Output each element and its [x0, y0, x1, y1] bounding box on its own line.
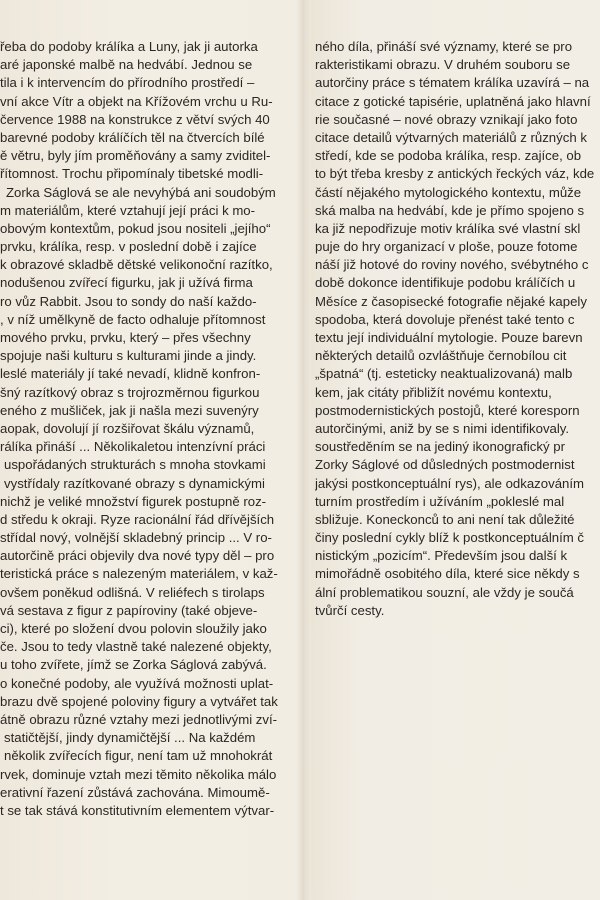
text-line: jakýsi postkonceptuální rys), ale odkazováním — [315, 475, 585, 491]
text-line: , v níž umělkyně de facto odhaluje přítomnost — [0, 311, 266, 327]
text-line: tvůrčí cesty. — [315, 602, 385, 618]
text-line: Měsíce z časopisecké fotografie nějaké kapely — [315, 293, 587, 309]
text-line: vystřídaly razítkované obrazy s dynamickými — [4, 475, 265, 491]
text-line: řeba do podoby králíka a Luny, jak ji autorka — [0, 39, 258, 54]
text-line: rakteristikami obrazu. V druhém souboru se — [315, 57, 571, 73]
text-line: rvek, dominuje vztah mezi těmito několika málo — [0, 766, 277, 782]
text-line: „špatná“ (tj. esteticky neaktualizovaná) malb — [315, 366, 573, 382]
text-line: sbližuje. Koneckonců to ani není tak důležité — [315, 511, 575, 527]
text-line: tila i k intervencím do přírodního prostředí – — [0, 75, 255, 91]
text-line: ka již nepodřizuje motiv králíka své vlastní skl — [315, 220, 581, 236]
text-line: u toho zvířete, jímž se Zorka Ságlová zabývá. — [0, 657, 267, 673]
text-line: ro vůz Rabbit. Jsou to sondy do naší každo- — [0, 293, 257, 309]
text-line: spodoba, která dovoluje přenést také tento c — [315, 311, 575, 327]
text-line: soustředěním se na jediný ikonografický pr — [315, 439, 565, 455]
text-line: šný razítkový obraz s trojrozměrnou figurkou — [0, 384, 260, 400]
text-line: rie současné – nové obrazy vznikají jako foto — [315, 111, 578, 127]
text-line: d středu k okraji. Ryze racionální řád dřívějších — [0, 511, 275, 527]
text-line: spojuje naši kulturu s kulturami jinde a jindy. — [0, 348, 257, 364]
text-line: statičtější, jindy dynamičtější ... Na každém — [4, 730, 256, 746]
text-line: vá sestava z figur z papíroviny (také objeve- — [0, 602, 258, 618]
text-line: Zorka Ságlová se ale nevyhýbá ani soudobým — [6, 184, 276, 200]
text-line: nistickým „pozicím“. Především jsou další k — [315, 548, 568, 564]
text-line: částí nějakého mytologického kontextu, může — [315, 184, 582, 200]
text-line: barevné podoby králíčích těl na čtvercích bílé — [0, 129, 265, 145]
text-line: to být třeba kresby z antických řeckých váz, kde — [315, 166, 595, 182]
text-line: autorčině práci objevily dva nové typy děl – pro — [0, 548, 275, 564]
text-line: erativní řazení zůstává zachována. Mimoumě- — [0, 784, 270, 800]
text-line: textu její individuální mytologie. Pouze barevn — [315, 330, 583, 345]
text-column-right — [315, 38, 600, 620]
text-line: činy poslední cykly blíž k postkonceptuálním č — [315, 530, 585, 546]
text-line: některých detailů ozvláštňuje černobílou cit — [315, 348, 567, 364]
text-line: turním prostředím i užíváním „pokleslé mal — [315, 493, 565, 509]
text-line: eného z mušliček, jak ji našla mezi suvenýry — [0, 402, 259, 418]
text-line: citace z gotické tapisérie, uplatněná jako hlavní — [315, 93, 591, 109]
text-line: o konečné podoby, ale využívá možnosti uplat- — [0, 675, 274, 691]
text-line: mového prvku, prvku, který – přes všechny — [0, 330, 251, 345]
text-line: vní akce Vítr a objekt na Křížovém vrchu u Ru- — [0, 93, 273, 109]
text-line: náší již hotové do roviny nového, svébytného c — [315, 257, 589, 273]
text-line: obovým kontextům, pokud jsou nositeli „jejího“ — [0, 220, 271, 236]
text-line: kem, jak citáty přibližít novému kontextu, — [315, 384, 552, 400]
text-line: Zorky Ságlové od důsledných postmodernist — [315, 457, 575, 473]
text-line: ská malba na hedvábí, kde je přímo spojeno s — [315, 202, 585, 218]
text-column-left — [0, 38, 296, 820]
text-line: ě větru, byly jím proměňovány a samy zviditel- — [0, 148, 271, 164]
text-line: prvku, králíka, resp. v poslední době i zajíce — [0, 239, 257, 255]
text-line: ovšem poněkud odlišná. V reliéfech s tirolaps — [0, 584, 265, 600]
text-line: středí, kde se podoba králíka, resp. zajíce, ob — [315, 148, 582, 164]
text-line: postmodernistických postojů, které koresporn — [315, 402, 580, 418]
text-line: citace detailů výtvarných materiálů z různých k — [315, 129, 587, 145]
text-line: če. Jsou to tedy vlastně také nalezené objekty, — [0, 639, 272, 655]
text-line: m materiálům, které vztahují její práci k mo- — [0, 202, 256, 218]
text-line: autorčinými, aniž by se s nimi identifikovaly. — [315, 420, 570, 436]
text-line: mimořádně osobitého díla, které sice někdy s — [315, 566, 580, 582]
text-line: době dokonce identifikuje podobu králíčích u — [315, 275, 576, 291]
text-line: aré japonské malbě na hedvábí. Jednou se — [0, 57, 253, 73]
text-line: leslé materiály jí také nevadí, klidně konfron- — [0, 366, 261, 382]
text-line: řítomnost. Trochu připomínaly tibetské modli- — [0, 166, 264, 182]
text-line: autorčiny práce s tématem králíka uzavírá – na — [315, 75, 590, 91]
text-line: t se tak stává konstitutivním elementem výtvar- — [0, 802, 275, 818]
text-line: puje do hry organizací v ploše, pouze fotome — [315, 239, 578, 255]
text-line: uspořádaných strukturách s mnoha stovkami — [4, 457, 266, 473]
text-line: střídal nový, volnější skladebný princip ... V ro- — [0, 530, 272, 546]
text-line: ální problematikou souzní, ale vždy je součá — [315, 584, 574, 600]
text-line: k obrazové skladbě dětské velikonoční razítko, — [0, 257, 273, 273]
text-line: nodušenou zvířecí figurku, jak ji užívá firma — [0, 275, 253, 291]
text-line: července 1988 na konstrukce z větví svých 40 — [0, 111, 270, 127]
text-line: ci), které po složení dvou polovin sloužily jako — [0, 621, 267, 636]
text-line: teristická práce s nalezeným materiálem, v kaž- — [0, 566, 278, 582]
text-line: aopak, dovolují jí rozšiřovat škálu významů, — [0, 420, 255, 436]
text-line: několik zvířecích figur, není tam už mnohokrát — [4, 748, 273, 764]
text-line: brazu dvě spojené poloviny figury a vytvářet tak — [0, 693, 278, 709]
text-line: ného díla, přináší své významy, které se pro — [315, 39, 573, 54]
page-gutter — [296, 0, 310, 900]
text-line: nichž je veliké množství figurek postupně roz- — [0, 493, 267, 509]
text-line: rálíka přináší ... Několikaletou intenzívní práci — [0, 439, 266, 455]
text-line: átně obrazu různé vztahy mezi jednotlivými zví- — [0, 711, 278, 727]
